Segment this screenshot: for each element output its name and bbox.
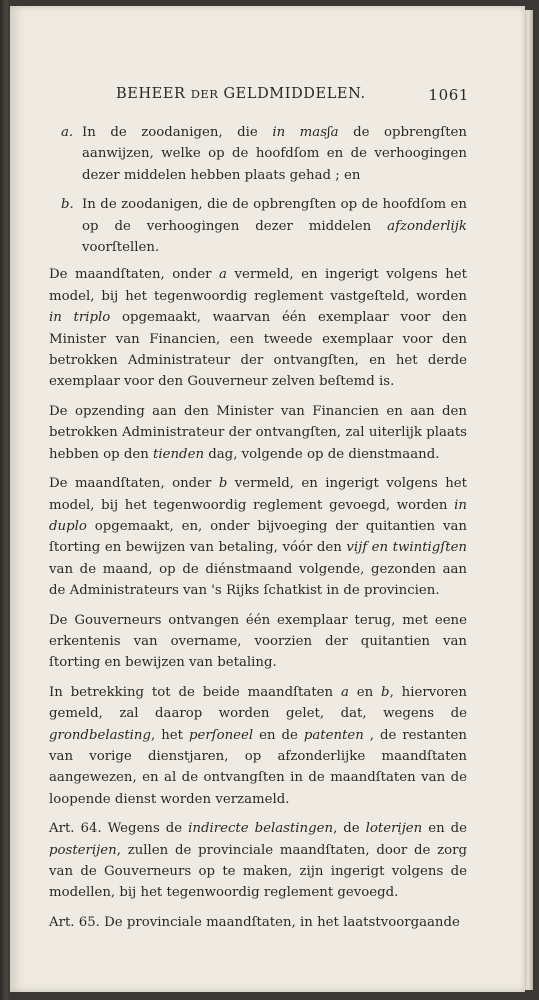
paragraph-2 xyxy=(49,401,467,465)
paragraph-3 xyxy=(49,473,467,601)
text-run: De maandſtaten, onder xyxy=(49,267,220,283)
text-run: en de xyxy=(422,821,467,837)
italic-run: in masʃa xyxy=(272,125,339,140)
running-header xyxy=(80,86,467,108)
header-title-part-1: BEHEER xyxy=(116,86,191,102)
italic-run: indirecte belastingen xyxy=(188,821,334,837)
italic-run: in triplo xyxy=(49,310,111,326)
italic-run: a xyxy=(219,267,227,283)
list-item-label: b. xyxy=(61,197,74,213)
italic-run: b xyxy=(381,684,390,700)
text-run: , de restanten van vorige dienstjaren, op afzonderlijke maandſtaten aangewezen, en al de ontvangſten in de maandſtaten van de loopende dienst worden verzameld. xyxy=(49,727,467,807)
text-run: vermeld, en ingerigt volgens het model, bij het tegenwoordig reglement gevoegd, worden xyxy=(49,476,467,513)
paragraph-article-65 xyxy=(49,912,467,933)
header-title xyxy=(116,86,366,102)
text-run: en de xyxy=(253,727,304,743)
italic-run: a xyxy=(340,684,349,700)
text-run: de opbrengſten aanwijzen, welke op de hoofdſom en de verhoogingen dezer middelen hebben plaats gehad ; en xyxy=(82,125,467,183)
italic-run: tienden xyxy=(153,446,205,462)
text-run: vermeld, en ingerigt volgens het model, bij het tegenwoordig reglement vastgeſteld, worden xyxy=(49,267,467,304)
text-run: van de maand, op de diénstmaand volgende, gezonden aan de Administrateurs van 's Rijks ſchatkist in de provincien. xyxy=(49,561,467,599)
text-run: In de zoodanigen, die xyxy=(82,125,273,140)
italic-run: loterijen xyxy=(365,821,423,837)
paragraph-article-64 xyxy=(49,818,467,904)
text-run: , hiervoren gemeld, zal daarop worden gelet, dat, wegens de xyxy=(49,684,467,722)
text-run: opgemaakt, waarvan één exemplaar voor den Minister van Financien, een tweede exemplaar voor den betrokken Administrateur der ontvangſten, en het derde exemplaar voor den Gouverneur zelven beſtemd is. xyxy=(49,310,467,390)
italic-run: patenten xyxy=(303,727,364,743)
list-item-b xyxy=(49,194,467,258)
page-edge xyxy=(525,10,533,990)
paragraph-5 xyxy=(49,682,467,810)
text-run: De maandſtaten, onder xyxy=(49,476,219,492)
header-title-part-2: GELDMIDDELEN. xyxy=(218,86,366,102)
italic-run: b xyxy=(218,476,228,492)
text-run: Art. 64. Wegens de xyxy=(49,821,189,837)
header-title-small: DER xyxy=(190,87,219,101)
text-run: , zullen de provinciale maandſtaten, door de zorg van de Gouverneurs op te maken, zijn ingerigt volgens de modellen, bij het tegenwoordig reglement gevoegd. xyxy=(49,842,467,901)
text-run: dag, volgende op de dienstmaand. xyxy=(204,446,440,462)
italic-run: afzonderlijk xyxy=(387,218,467,234)
paragraph-1 xyxy=(49,264,467,392)
italic-run: posterijen xyxy=(49,842,117,858)
page-number: 1061 xyxy=(428,86,469,104)
list-item-a xyxy=(49,122,467,186)
text-run: opgemaakt, en, onder bijvoeging der quitantien van ſtorting en bewijzen van betaling, vóór den xyxy=(49,518,467,556)
list-item-label: a. xyxy=(61,125,74,140)
text-run: , de xyxy=(333,821,366,837)
book-page xyxy=(10,6,525,992)
italic-run: perſoneel xyxy=(188,727,254,743)
paragraph-4 xyxy=(49,610,467,674)
text-run: In de zoodanigen, die de opbrengſten op de hoofdſom en op de verhoogingen dezer middelen xyxy=(82,197,467,234)
italic-run: grondbelasting xyxy=(49,727,152,743)
text-run: Art. 65. De provinciale maandſtaten, in het laatstvoorgaande xyxy=(49,914,460,930)
text-run: voorſtellen. xyxy=(82,240,160,256)
body-text xyxy=(49,122,467,933)
italic-run: in duplo xyxy=(49,497,467,534)
text-run: In betrekking tot de beide maandſtaten xyxy=(49,684,341,700)
italic-run: vijf en twintigſten xyxy=(346,540,468,556)
text-run: en xyxy=(348,684,382,700)
text-run: , het xyxy=(151,727,189,743)
text-run: De Gouverneurs ontvangen één exemplaar terug, met eene erkentenis van overname, voorzien der quitantien van ſtorting en bewijzen van betaling. xyxy=(49,612,467,671)
text-run: De opzending aan den Minister van Financien en aan den betrokken Administrateur der ontvangſten, zal uiterlijk plaats hebben op den xyxy=(49,403,467,462)
